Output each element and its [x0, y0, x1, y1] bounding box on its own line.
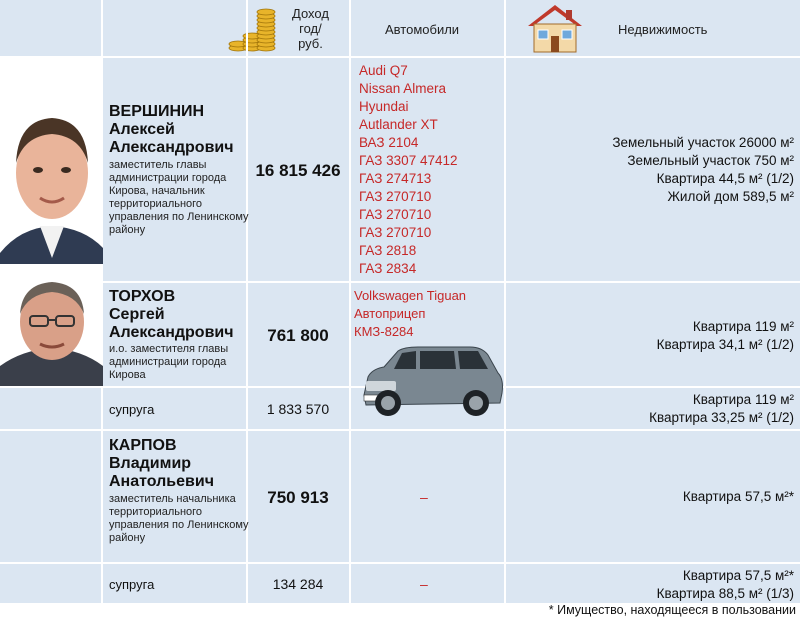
- header-income-line2: год/: [299, 21, 322, 36]
- house-icon: [524, 2, 586, 56]
- photo-torkhov: [0, 264, 103, 386]
- car-item: Autlander XT: [359, 117, 438, 132]
- property-item: Квартира 34,1 м² (1/2): [656, 337, 794, 352]
- property-item: Квартира 119 м²: [692, 319, 794, 334]
- no-cars-dash: –: [420, 576, 428, 592]
- property-item: Жилой дом 589,5 м²: [667, 189, 794, 204]
- header-income-label: [292, 6, 329, 51]
- property-list: [683, 488, 794, 506]
- car-item: ГАЗ 270710: [359, 189, 432, 204]
- property-list: [657, 318, 794, 354]
- patronymic: Александрович: [109, 324, 234, 341]
- surname: ТОРХОВ: [109, 288, 176, 305]
- spouse-income: 134 284: [272, 576, 324, 592]
- official-income: 750 913: [267, 488, 329, 507]
- spouse-income: 1 833 570: [266, 401, 330, 417]
- car-item: ГАЗ 2818: [359, 243, 417, 258]
- property-item: Квартира 57,5 м²*: [682, 489, 794, 504]
- car-item: Audi Q7: [359, 63, 408, 78]
- property-item: Квартира 119 м²: [692, 392, 794, 407]
- patronymic: Александрович: [109, 139, 234, 156]
- header-name-cell: [103, 0, 246, 56]
- car-item: ГАЗ 2834: [359, 261, 417, 276]
- car-image: [358, 343, 506, 421]
- official-income: 761 800: [267, 326, 329, 345]
- property-list: [657, 567, 794, 603]
- grid-line: [504, 0, 506, 603]
- surname: ВЕРШИНИН: [109, 103, 205, 120]
- no-cars-dash: –: [420, 489, 428, 505]
- car-item: ВАЗ 2104: [359, 135, 419, 150]
- patronymic: Анатольевич: [109, 473, 214, 490]
- spouse-label: супруга: [109, 402, 155, 417]
- property-list: [612, 134, 794, 206]
- header-photo-cell: [0, 0, 101, 56]
- official-position: заместитель начальника территориального управления по Ленинскому району: [109, 493, 249, 544]
- car-item: Nissan Almera: [359, 81, 447, 96]
- official-name-torkhov: [109, 288, 234, 342]
- property-item: Квартира 88,5 м² (1/3): [656, 586, 794, 601]
- header-cars-label: Автомобили: [385, 22, 460, 37]
- spouse-label: супруга: [109, 577, 155, 592]
- photo-vershinin: [0, 58, 103, 281]
- footnote: * Имущество, находящееся в пользовании: [548, 603, 796, 617]
- header-property-label: Недвижимость: [618, 22, 708, 37]
- official-income: 16 815 426: [255, 161, 341, 180]
- given-name: Сергей: [109, 306, 165, 323]
- official-name-vershinin: [109, 103, 234, 157]
- property-item: Квартира 44,5 м² (1/2): [656, 171, 794, 186]
- official-position: заместитель главы администрации города Кирова, начальник территориального управления по Ленинскому району: [109, 159, 249, 236]
- car-item: Hyundai: [359, 99, 409, 114]
- property-item: Квартира 57,5 м²*: [682, 568, 794, 583]
- property-item: Земельный участок 26000 м²: [612, 135, 794, 150]
- official-position: и.о. заместителя главы администрации города Кирова: [109, 343, 229, 381]
- property-item: Квартира 33,25 м² (1/2): [649, 410, 794, 425]
- property-list: [649, 391, 794, 427]
- car-item: ГАЗ 270710: [359, 207, 432, 222]
- car-item: Volkswagen Tiguan: [354, 288, 467, 303]
- grid-line: [349, 0, 351, 603]
- coins-icon: [228, 6, 290, 54]
- surname: КАРПОВ: [109, 437, 177, 454]
- car-item: ГАЗ 274713: [359, 171, 432, 186]
- given-name: Алексей: [109, 121, 175, 138]
- official-name-karpov: [109, 437, 214, 491]
- car-list: [354, 287, 466, 341]
- header-income-line3: руб.: [298, 36, 323, 51]
- car-item: КМЗ-8284: [354, 324, 414, 339]
- header-income-line1: Доход: [292, 6, 329, 21]
- car-item: Автоприцеп: [354, 306, 426, 321]
- car-item: ГАЗ 3307 47412: [359, 153, 458, 168]
- car-list: [359, 62, 458, 278]
- given-name: Владимир: [109, 455, 192, 472]
- car-item: ГАЗ 270710: [359, 225, 432, 240]
- property-item: Земельный участок 750 м²: [627, 153, 794, 168]
